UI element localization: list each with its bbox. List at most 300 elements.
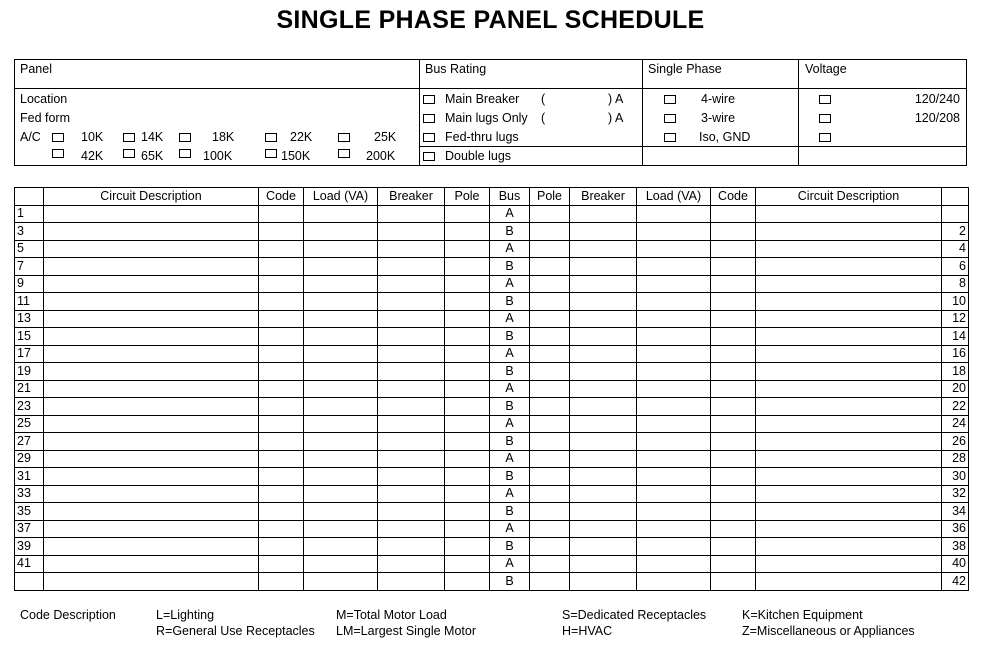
breaker-left[interactable]: [378, 468, 445, 486]
pole-left[interactable]: [445, 555, 490, 573]
circuit-number-even: 10: [942, 293, 969, 311]
pole-left[interactable]: [445, 363, 490, 381]
circuit-description-right[interactable]: [756, 328, 942, 346]
pole-left[interactable]: [445, 258, 490, 276]
pole-right[interactable]: [530, 573, 570, 591]
fedform-label: Fed form: [20, 111, 71, 125]
table-row: [15, 240, 969, 258]
load-va-right[interactable]: [637, 555, 711, 573]
load-va-right[interactable]: [637, 345, 711, 363]
circuit-description-right[interactable]: [756, 468, 942, 486]
circuit-description-left[interactable]: [44, 503, 259, 521]
circuit-description-right[interactable]: [756, 380, 942, 398]
pole-right[interactable]: [530, 380, 570, 398]
pole-right[interactable]: [530, 415, 570, 433]
breaker-right[interactable]: [570, 345, 637, 363]
code-left[interactable]: [259, 275, 304, 293]
breaker-right[interactable]: [570, 468, 637, 486]
circuit-description-left[interactable]: [44, 398, 259, 416]
code-right[interactable]: [711, 258, 756, 276]
code-left[interactable]: [259, 380, 304, 398]
pole-right[interactable]: [530, 450, 570, 468]
pole-right[interactable]: [530, 538, 570, 556]
table-row: [15, 503, 969, 521]
pole-left[interactable]: [445, 450, 490, 468]
circuit-description-left[interactable]: [44, 240, 259, 258]
code-right[interactable]: [711, 293, 756, 311]
ac-42k-checkbox[interactable]: [52, 149, 64, 158]
code-left[interactable]: [259, 503, 304, 521]
load-va-left[interactable]: [304, 398, 378, 416]
load-va-right[interactable]: [637, 503, 711, 521]
code-right[interactable]: [711, 520, 756, 538]
main-breaker-checkbox[interactable]: [423, 95, 435, 104]
load-va-right[interactable]: [637, 520, 711, 538]
pole-right[interactable]: [530, 205, 570, 223]
load-va-right[interactable]: [637, 485, 711, 503]
ac-label: A/C: [20, 130, 41, 144]
code-left[interactable]: [259, 258, 304, 276]
breaker-left[interactable]: [378, 503, 445, 521]
pole-left[interactable]: [445, 433, 490, 451]
circuit-description-right[interactable]: [756, 485, 942, 503]
breaker-right[interactable]: [570, 555, 637, 573]
circuit-number-even: 12: [942, 310, 969, 328]
pole-left[interactable]: [445, 485, 490, 503]
circuit-number-even: 20: [942, 380, 969, 398]
load-va-right[interactable]: [637, 538, 711, 556]
breaker-left[interactable]: [378, 258, 445, 276]
bus-phase: B: [490, 433, 530, 451]
breaker-right[interactable]: [570, 363, 637, 381]
code-left[interactable]: [259, 223, 304, 241]
circuit-description-left[interactable]: [44, 415, 259, 433]
circuit-description-right[interactable]: [756, 450, 942, 468]
code-right[interactable]: [711, 398, 756, 416]
ac-10k-checkbox[interactable]: [52, 133, 64, 142]
circuit-description-right[interactable]: [756, 538, 942, 556]
main-breaker-paren-open: (: [541, 92, 546, 106]
pole-left[interactable]: [445, 328, 490, 346]
code-right[interactable]: [711, 380, 756, 398]
code-right[interactable]: [711, 468, 756, 486]
code-left[interactable]: [259, 538, 304, 556]
circuit-description-right[interactable]: [756, 520, 942, 538]
load-va-right[interactable]: [637, 258, 711, 276]
bus-phase: B: [490, 293, 530, 311]
4-wire-checkbox[interactable]: [664, 95, 676, 104]
code-right[interactable]: [711, 503, 756, 521]
breaker-left[interactable]: [378, 223, 445, 241]
load-va-right[interactable]: [637, 450, 711, 468]
load-va-left[interactable]: [304, 433, 378, 451]
circuit-number-even: 16: [942, 345, 969, 363]
breaker-right[interactable]: [570, 538, 637, 556]
circuit-description-right[interactable]: [756, 293, 942, 311]
ac-150k-checkbox[interactable]: [265, 149, 277, 158]
panel-info-box: [14, 59, 967, 166]
load-va-left[interactable]: [304, 468, 378, 486]
col-header-left-load: Load (VA): [304, 188, 378, 206]
pole-right[interactable]: [530, 258, 570, 276]
ac-25k-checkbox[interactable]: [338, 133, 350, 142]
pole-left[interactable]: [445, 468, 490, 486]
voltage-120-240-checkbox[interactable]: [819, 95, 831, 104]
bus-phase: A: [490, 380, 530, 398]
circuit-number-odd: 19: [15, 363, 44, 381]
pole-left[interactable]: [445, 275, 490, 293]
code-left[interactable]: [259, 310, 304, 328]
breaker-right[interactable]: [570, 223, 637, 241]
pole-right[interactable]: [530, 240, 570, 258]
circuit-description-right[interactable]: [756, 345, 942, 363]
breaker-left[interactable]: [378, 538, 445, 556]
code-left[interactable]: [259, 415, 304, 433]
code-left[interactable]: [259, 398, 304, 416]
breaker-left[interactable]: [378, 398, 445, 416]
load-va-left[interactable]: [304, 258, 378, 276]
circuit-number-even: 34: [942, 503, 969, 521]
code-right[interactable]: [711, 205, 756, 223]
circuit-description-left[interactable]: [44, 275, 259, 293]
breaker-left[interactable]: [378, 345, 445, 363]
circuit-description-left[interactable]: [44, 485, 259, 503]
load-va-left[interactable]: [304, 345, 378, 363]
circuit-number-even: 38: [942, 538, 969, 556]
load-va-left[interactable]: [304, 503, 378, 521]
col-header-right-load: Load (VA): [637, 188, 711, 206]
circuit-description-right[interactable]: [756, 240, 942, 258]
circuit-description-right[interactable]: [756, 433, 942, 451]
code-right[interactable]: [711, 555, 756, 573]
load-va-left[interactable]: [304, 223, 378, 241]
circuit-description-right[interactable]: [756, 503, 942, 521]
circuit-description-left[interactable]: [44, 345, 259, 363]
circuit-description-left[interactable]: [44, 363, 259, 381]
code-left[interactable]: [259, 205, 304, 223]
bus-phase: A: [490, 310, 530, 328]
code-left[interactable]: [259, 363, 304, 381]
bus-phase: A: [490, 485, 530, 503]
breaker-right[interactable]: [570, 398, 637, 416]
pole-right[interactable]: [530, 310, 570, 328]
pole-left[interactable]: [445, 240, 490, 258]
load-va-left[interactable]: [304, 240, 378, 258]
load-va-right[interactable]: [637, 363, 711, 381]
bus-phase: A: [490, 240, 530, 258]
circuit-description-right[interactable]: [756, 363, 942, 381]
double-lugs-checkbox[interactable]: [423, 152, 435, 161]
code-right[interactable]: [711, 415, 756, 433]
circuit-description-left[interactable]: [44, 293, 259, 311]
breaker-right[interactable]: [570, 310, 637, 328]
pole-right[interactable]: [530, 468, 570, 486]
col-header-right-code: Code: [711, 188, 756, 206]
code-left[interactable]: [259, 240, 304, 258]
circuit-description-left[interactable]: [44, 538, 259, 556]
legend-item: Z=Miscellaneous or Appliances: [742, 624, 915, 638]
code-left[interactable]: [259, 433, 304, 451]
bus-phase: B: [490, 503, 530, 521]
code-right[interactable]: [711, 538, 756, 556]
circuit-description-left[interactable]: [44, 258, 259, 276]
breaker-right[interactable]: [570, 433, 637, 451]
code-right[interactable]: [711, 485, 756, 503]
pole-right[interactable]: [530, 555, 570, 573]
circuit-number-even: 8: [942, 275, 969, 293]
col-header-left-number: [15, 188, 44, 206]
circuit-number-even: 22: [942, 398, 969, 416]
pole-right[interactable]: [530, 433, 570, 451]
pole-left[interactable]: [445, 380, 490, 398]
ac-100k-checkbox[interactable]: [179, 149, 191, 158]
breaker-right[interactable]: [570, 275, 637, 293]
load-va-right[interactable]: [637, 275, 711, 293]
circuit-description-left[interactable]: [44, 468, 259, 486]
load-va-right[interactable]: [637, 468, 711, 486]
breaker-left[interactable]: [378, 275, 445, 293]
iso-gnd-label: Iso, GND: [699, 130, 751, 144]
pole-right[interactable]: [530, 485, 570, 503]
voltage-120-208-checkbox[interactable]: [819, 114, 831, 123]
legend-item: S=Dedicated Receptacles: [562, 608, 707, 622]
ac-18k-checkbox[interactable]: [179, 133, 191, 142]
pole-right[interactable]: [530, 345, 570, 363]
circuit-description-left[interactable]: [44, 433, 259, 451]
circuit-description-right[interactable]: [756, 258, 942, 276]
pole-left[interactable]: [445, 520, 490, 538]
circuit-description-left[interactable]: [44, 328, 259, 346]
circuit-number-odd: 13: [15, 310, 44, 328]
breaker-right[interactable]: [570, 485, 637, 503]
table-row: [15, 450, 969, 468]
circuit-description-left[interactable]: [44, 573, 259, 591]
code-right[interactable]: [711, 450, 756, 468]
circuit-number-odd: 17: [15, 345, 44, 363]
breaker-left[interactable]: [378, 363, 445, 381]
circuit-number-odd: 11: [15, 293, 44, 311]
code-left[interactable]: [259, 555, 304, 573]
code-right[interactable]: [711, 328, 756, 346]
3-wire-checkbox[interactable]: [664, 114, 676, 123]
breaker-left[interactable]: [378, 450, 445, 468]
breaker-right[interactable]: [570, 503, 637, 521]
load-va-right[interactable]: [637, 380, 711, 398]
circuit-description-right[interactable]: [756, 310, 942, 328]
legend-column-3: [562, 607, 706, 639]
load-va-left[interactable]: [304, 293, 378, 311]
breaker-left[interactable]: [378, 205, 445, 223]
breaker-left[interactable]: [378, 240, 445, 258]
breaker-left[interactable]: [378, 520, 445, 538]
pole-left[interactable]: [445, 310, 490, 328]
code-right[interactable]: [711, 240, 756, 258]
breaker-left[interactable]: [378, 573, 445, 591]
code-right[interactable]: [711, 363, 756, 381]
load-va-left[interactable]: [304, 328, 378, 346]
pole-left[interactable]: [445, 503, 490, 521]
load-va-right[interactable]: [637, 293, 711, 311]
fed-thru-label: Fed-thru lugs: [445, 130, 519, 144]
circuit-description-right[interactable]: [756, 555, 942, 573]
ac-200k-checkbox[interactable]: [338, 149, 350, 158]
ac-10k-label: 10K: [81, 130, 104, 144]
main-lugs-checkbox[interactable]: [423, 114, 435, 123]
breaker-right[interactable]: [570, 240, 637, 258]
legend-item: R=General Use Receptacles: [156, 624, 315, 638]
pole-right[interactable]: [530, 503, 570, 521]
circuit-table: [14, 187, 969, 591]
load-va-left[interactable]: [304, 205, 378, 223]
circuit-number-odd: 31: [15, 468, 44, 486]
pole-left[interactable]: [445, 538, 490, 556]
load-va-right[interactable]: [637, 398, 711, 416]
load-va-right[interactable]: [637, 573, 711, 591]
load-va-left[interactable]: [304, 380, 378, 398]
circuit-description-left[interactable]: [44, 555, 259, 573]
code-left[interactable]: [259, 468, 304, 486]
circuit-description-right[interactable]: [756, 415, 942, 433]
bus-phase: B: [490, 398, 530, 416]
breaker-left[interactable]: [378, 415, 445, 433]
iso-gnd-checkbox[interactable]: [664, 133, 676, 142]
breaker-left[interactable]: [378, 380, 445, 398]
breaker-left[interactable]: [378, 485, 445, 503]
circuit-description-left[interactable]: [44, 205, 259, 223]
breaker-left[interactable]: [378, 328, 445, 346]
load-va-left[interactable]: [304, 275, 378, 293]
pole-right[interactable]: [530, 328, 570, 346]
col-header-right-breaker: Breaker: [570, 188, 637, 206]
breaker-right[interactable]: [570, 415, 637, 433]
pole-right[interactable]: [530, 363, 570, 381]
table-row: [15, 538, 969, 556]
code-right[interactable]: [711, 573, 756, 591]
load-va-right[interactable]: [637, 328, 711, 346]
breaker-right[interactable]: [570, 293, 637, 311]
breaker-right[interactable]: [570, 450, 637, 468]
breaker-left[interactable]: [378, 293, 445, 311]
code-left[interactable]: [259, 345, 304, 363]
pole-left[interactable]: [445, 223, 490, 241]
code-left[interactable]: [259, 450, 304, 468]
voltage-other-checkbox[interactable]: [819, 133, 831, 142]
3-wire-label: 3-wire: [701, 111, 736, 125]
circuit-number-even: 2: [942, 223, 969, 241]
col-header-right-number: [942, 188, 969, 206]
bus-phase: B: [490, 258, 530, 276]
ac-65k-checkbox[interactable]: [123, 149, 135, 158]
pole-right[interactable]: [530, 293, 570, 311]
breaker-left[interactable]: [378, 433, 445, 451]
breaker-right[interactable]: [570, 205, 637, 223]
pole-right[interactable]: [530, 223, 570, 241]
main-breaker-label: Main Breaker: [445, 92, 520, 106]
pole-left[interactable]: [445, 293, 490, 311]
circuit-description-left[interactable]: [44, 450, 259, 468]
pole-right[interactable]: [530, 275, 570, 293]
bus-phase: B: [490, 468, 530, 486]
code-left[interactable]: [259, 485, 304, 503]
breaker-right[interactable]: [570, 573, 637, 591]
double-lugs-label: Double lugs: [445, 149, 512, 163]
load-va-left[interactable]: [304, 363, 378, 381]
load-va-left[interactable]: [304, 555, 378, 573]
pole-left[interactable]: [445, 398, 490, 416]
circuit-number-even: 30: [942, 468, 969, 486]
code-left[interactable]: [259, 520, 304, 538]
circuit-description-left[interactable]: [44, 310, 259, 328]
pole-right[interactable]: [530, 520, 570, 538]
code-right[interactable]: [711, 223, 756, 241]
pole-left[interactable]: [445, 573, 490, 591]
load-va-left[interactable]: [304, 520, 378, 538]
breaker-right[interactable]: [570, 328, 637, 346]
code-right[interactable]: [711, 433, 756, 451]
circuit-description-right[interactable]: [756, 275, 942, 293]
circuit-number-even: 36: [942, 520, 969, 538]
code-left[interactable]: [259, 328, 304, 346]
load-va-left[interactable]: [304, 310, 378, 328]
bus-phase: B: [490, 573, 530, 591]
pole-left[interactable]: [445, 205, 490, 223]
fed-thru-checkbox[interactable]: [423, 133, 435, 142]
circuit-description-left[interactable]: [44, 223, 259, 241]
pole-right[interactable]: [530, 398, 570, 416]
load-va-left[interactable]: [304, 450, 378, 468]
code-left[interactable]: [259, 293, 304, 311]
circuit-description-left[interactable]: [44, 380, 259, 398]
ac-14k-label: 14K: [141, 130, 164, 144]
code-left[interactable]: [259, 573, 304, 591]
code-right[interactable]: [711, 345, 756, 363]
ac-14k-checkbox[interactable]: [123, 133, 135, 142]
load-va-left[interactable]: [304, 485, 378, 503]
circuit-description-right[interactable]: [756, 398, 942, 416]
load-va-right[interactable]: [637, 205, 711, 223]
breaker-right[interactable]: [570, 380, 637, 398]
load-va-left[interactable]: [304, 573, 378, 591]
circuit-description-right[interactable]: [756, 223, 942, 241]
breaker-left[interactable]: [378, 310, 445, 328]
load-va-right[interactable]: [637, 240, 711, 258]
bus-phase: A: [490, 205, 530, 223]
load-va-left[interactable]: [304, 415, 378, 433]
code-right[interactable]: [711, 275, 756, 293]
circuit-description-right[interactable]: [756, 573, 942, 591]
circuit-description-right[interactable]: [756, 205, 942, 223]
load-va-right[interactable]: [637, 223, 711, 241]
breaker-right[interactable]: [570, 520, 637, 538]
load-va-left[interactable]: [304, 538, 378, 556]
load-va-right[interactable]: [637, 415, 711, 433]
table-header-row: [15, 188, 969, 206]
circuit-number-odd: 1: [15, 205, 44, 223]
pole-left[interactable]: [445, 345, 490, 363]
code-right[interactable]: [711, 310, 756, 328]
breaker-left[interactable]: [378, 555, 445, 573]
ac-22k-checkbox[interactable]: [265, 133, 277, 142]
load-va-right[interactable]: [637, 310, 711, 328]
load-va-right[interactable]: [637, 433, 711, 451]
legend-column-1: [156, 607, 315, 639]
bus-phase: A: [490, 415, 530, 433]
circuit-description-left[interactable]: [44, 520, 259, 538]
bus-phase: A: [490, 520, 530, 538]
pole-left[interactable]: [445, 415, 490, 433]
table-row: [15, 468, 969, 486]
breaker-right[interactable]: [570, 258, 637, 276]
